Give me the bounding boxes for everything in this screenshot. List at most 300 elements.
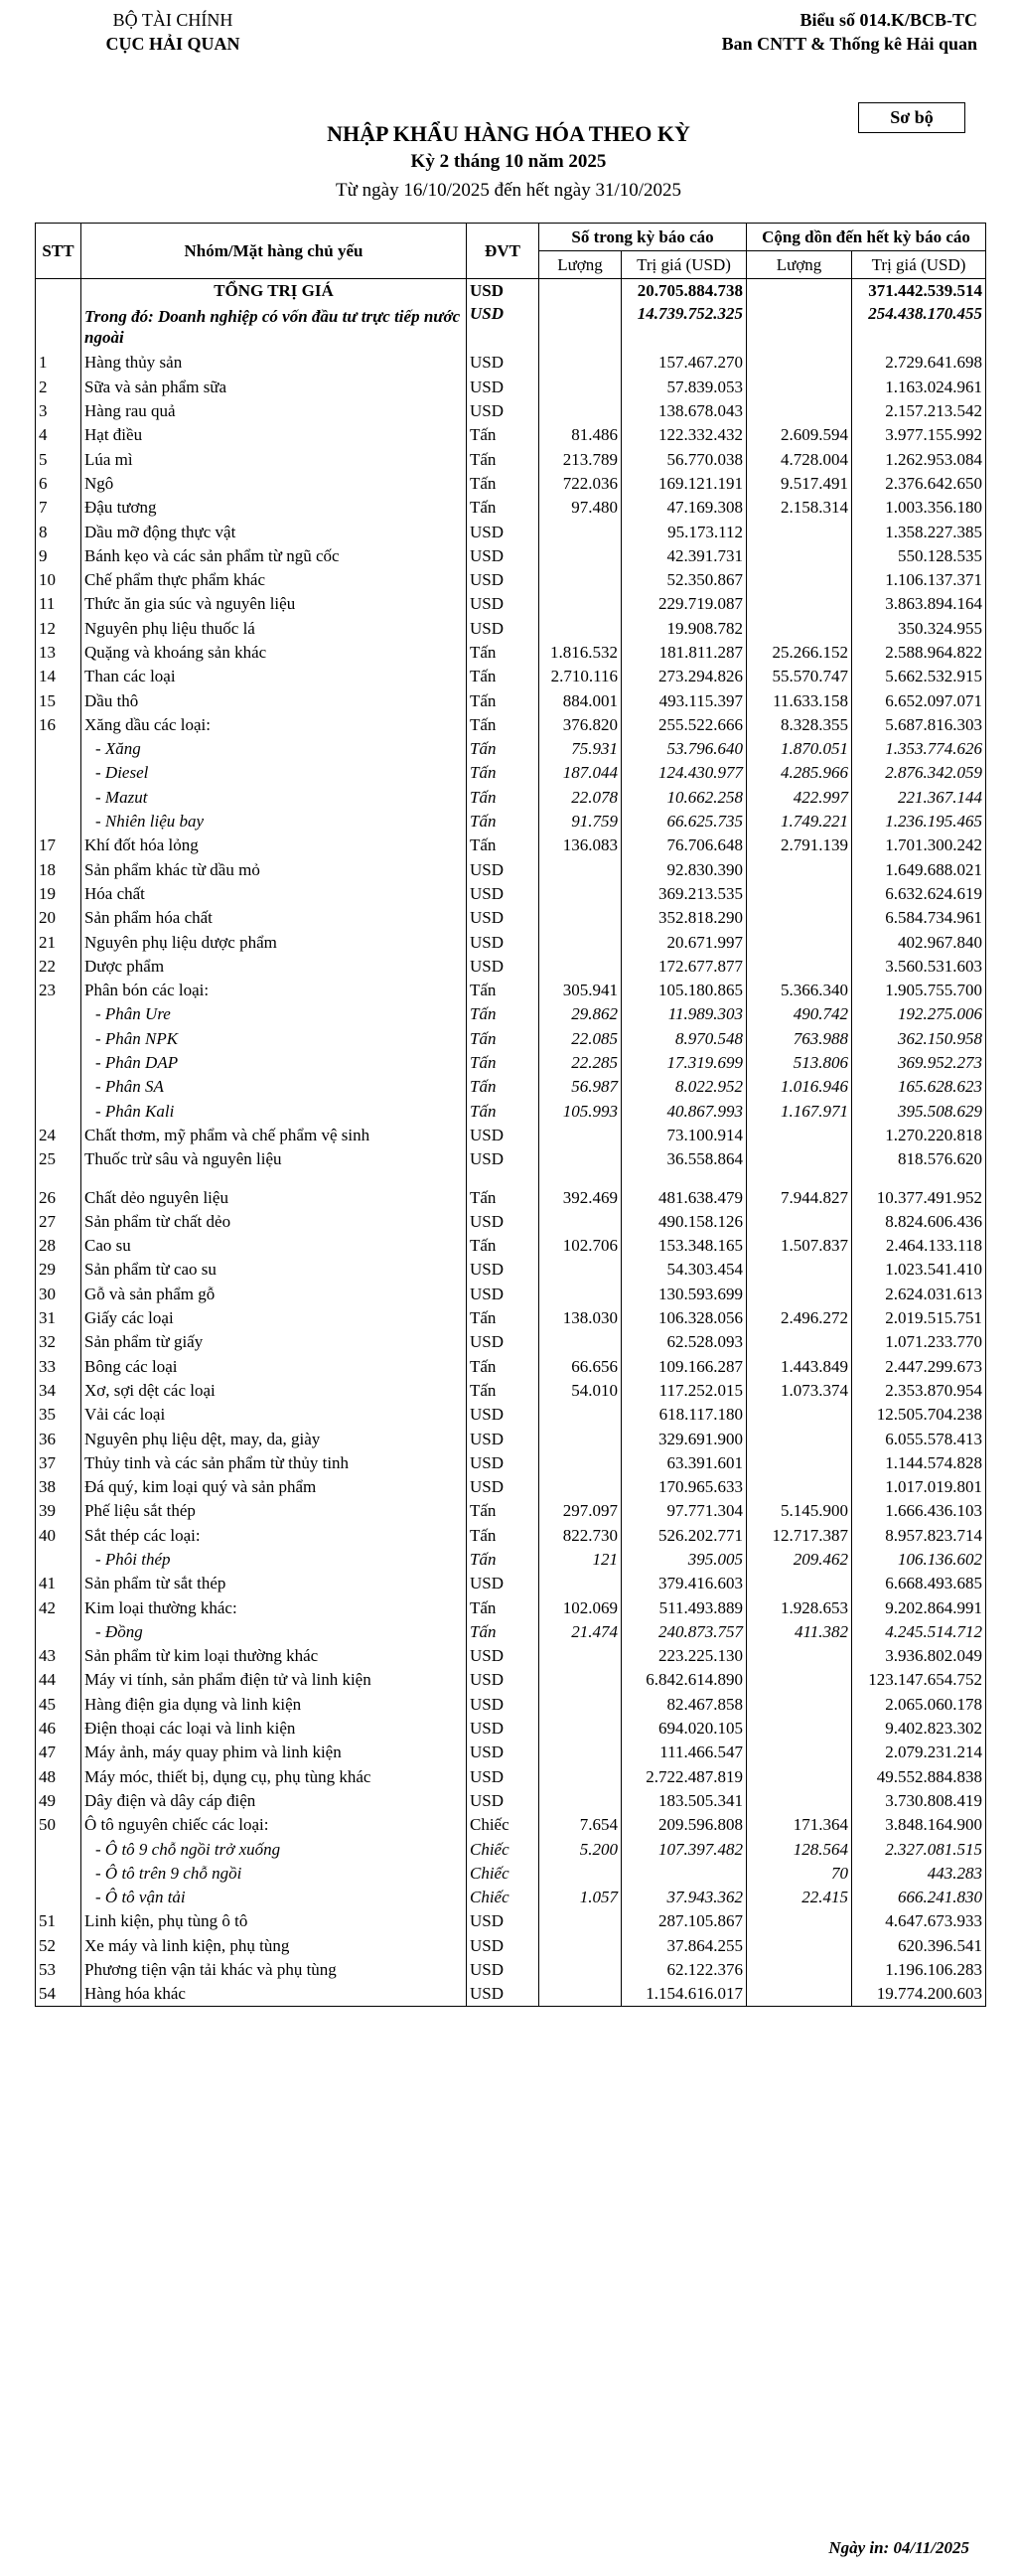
table-row bbox=[36, 979, 986, 1002]
cell-unit: Tấn bbox=[467, 1185, 539, 1209]
cell-cum-value: 9.202.864.991 bbox=[852, 1595, 986, 1619]
cell-name: Máy ảnh, máy quay phim và linh kiện bbox=[81, 1741, 467, 1764]
cell-qty: 54.010 bbox=[539, 1379, 622, 1403]
cell-stt: 6 bbox=[36, 472, 81, 496]
cell-cum-qty bbox=[747, 858, 852, 882]
cell-cum-value: 369.952.273 bbox=[852, 1051, 986, 1075]
cell-unit: Tấn bbox=[467, 1234, 539, 1258]
cell-cum-value: 6.668.493.685 bbox=[852, 1572, 986, 1595]
cell-cum-value: 192.275.006 bbox=[852, 1002, 986, 1026]
cell-stt: 26 bbox=[36, 1185, 81, 1209]
cell-cum-value: 221.367.144 bbox=[852, 786, 986, 810]
cell-name: Chất dẻo nguyên liệu bbox=[81, 1185, 467, 1209]
table-row bbox=[36, 544, 986, 568]
col-period-qty: Lượng bbox=[539, 251, 622, 279]
table-row bbox=[36, 688, 986, 712]
table-row bbox=[36, 568, 986, 592]
cell-value: 130.593.699 bbox=[622, 1283, 747, 1306]
fdi-value: 14.739.752.325 bbox=[622, 303, 747, 351]
cell-stt: 18 bbox=[36, 858, 81, 882]
cell-cum-qty: 1.928.653 bbox=[747, 1595, 852, 1619]
cell-value: 172.677.877 bbox=[622, 955, 747, 979]
cell-cum-qty: 513.806 bbox=[747, 1051, 852, 1075]
cell-value: 62.122.376 bbox=[622, 1958, 747, 1982]
cell-cum-value: 2.079.231.214 bbox=[852, 1741, 986, 1764]
cell-cum-qty: 2.496.272 bbox=[747, 1306, 852, 1330]
total-row bbox=[36, 279, 986, 304]
table-row bbox=[36, 1283, 986, 1306]
col-group: Nhóm/Mặt hàng chủ yếu bbox=[81, 224, 467, 279]
cell-stt: 21 bbox=[36, 930, 81, 954]
cell-stt: 54 bbox=[36, 1982, 81, 2007]
spacer-row bbox=[36, 1171, 986, 1185]
table-cell bbox=[852, 1171, 986, 1185]
cell-cum-value: 3.848.164.900 bbox=[852, 1813, 986, 1837]
cell-value: 56.770.038 bbox=[622, 447, 747, 471]
table-row bbox=[36, 1451, 986, 1475]
table-row bbox=[36, 1027, 986, 1051]
cell-unit: USD bbox=[467, 1741, 539, 1764]
cell-cum-value: 620.396.541 bbox=[852, 1934, 986, 1958]
cell-cum-value: 1.003.356.180 bbox=[852, 496, 986, 520]
cell-cum-qty: 2.158.314 bbox=[747, 496, 852, 520]
cell-name: - Diesel bbox=[81, 761, 467, 785]
cell-name: Đá quý, kim loại quý và sản phẩm bbox=[81, 1475, 467, 1499]
cell-qty: 722.036 bbox=[539, 472, 622, 496]
cell-cum-qty bbox=[747, 1909, 852, 1933]
table-row bbox=[36, 810, 986, 833]
cell-name: Vải các loại bbox=[81, 1403, 467, 1427]
cell-unit: USD bbox=[467, 1475, 539, 1499]
table-cell bbox=[36, 1171, 81, 1185]
cell-cum-value: 443.283 bbox=[852, 1862, 986, 1886]
table-row bbox=[36, 1475, 986, 1499]
table-row bbox=[36, 1548, 986, 1572]
cell-qty bbox=[539, 955, 622, 979]
ministry-name: BỘ TÀI CHÍNH bbox=[112, 10, 233, 30]
cell-qty bbox=[539, 1427, 622, 1450]
cell-value: 52.350.867 bbox=[622, 568, 747, 592]
cell-stt: 50 bbox=[36, 1813, 81, 1837]
cell-stt: 4 bbox=[36, 423, 81, 447]
cell-qty bbox=[539, 376, 622, 399]
cell-unit: Tấn bbox=[467, 1051, 539, 1075]
cell-unit: Tấn bbox=[467, 1499, 539, 1523]
cell-value: 36.558.864 bbox=[622, 1147, 747, 1171]
cell-stt bbox=[36, 1837, 81, 1861]
cell-name: Sắt thép các loại: bbox=[81, 1524, 467, 1548]
cell-name: Nguyên phụ liệu dệt, may, da, giày bbox=[81, 1427, 467, 1450]
cell-unit: USD bbox=[467, 1958, 539, 1982]
cell-stt: 51 bbox=[36, 1909, 81, 1933]
cell-cum-qty bbox=[747, 882, 852, 906]
cell-name: Than các loại bbox=[81, 665, 467, 688]
cell-value: 42.391.731 bbox=[622, 544, 747, 568]
cell-name: Sữa và sản phẩm sữa bbox=[81, 376, 467, 399]
cell-name: Dầu thô bbox=[81, 688, 467, 712]
cell-cum-value: 3.863.894.164 bbox=[852, 592, 986, 616]
cell-unit: Tấn bbox=[467, 688, 539, 712]
cell-value: 92.830.390 bbox=[622, 858, 747, 882]
cell-qty bbox=[539, 1934, 622, 1958]
cell-value: 6.842.614.890 bbox=[622, 1668, 747, 1692]
cell-unit: Tấn bbox=[467, 1002, 539, 1026]
cell-stt bbox=[36, 1051, 81, 1075]
cell-value: 82.467.858 bbox=[622, 1693, 747, 1717]
cell-cum-qty bbox=[747, 955, 852, 979]
cell-qty bbox=[539, 1451, 622, 1475]
cell-name: Thuốc trừ sâu và nguyên liệu bbox=[81, 1147, 467, 1171]
cell-name: Khí đốt hóa lỏng bbox=[81, 833, 467, 857]
cell-qty: 22.285 bbox=[539, 1051, 622, 1075]
cell-stt: 42 bbox=[36, 1595, 81, 1619]
cell-cum-value: 402.967.840 bbox=[852, 930, 986, 954]
table-row bbox=[36, 399, 986, 423]
table-row bbox=[36, 1524, 986, 1548]
cell-name: - Phân NPK bbox=[81, 1027, 467, 1051]
cell-unit: USD bbox=[467, 1934, 539, 1958]
cell-qty: 297.097 bbox=[539, 1499, 622, 1523]
cell-cum-value: 6.584.734.961 bbox=[852, 906, 986, 930]
table-row bbox=[36, 1147, 986, 1171]
cell-stt bbox=[36, 737, 81, 761]
cell-cum-value: 19.774.200.603 bbox=[852, 1982, 986, 2007]
cell-qty bbox=[539, 1668, 622, 1692]
cell-value: 255.522.666 bbox=[622, 713, 747, 737]
cell-stt: 7 bbox=[36, 496, 81, 520]
cell-unit: Tấn bbox=[467, 1595, 539, 1619]
cell-qty bbox=[539, 1403, 622, 1427]
cell-stt: 12 bbox=[36, 617, 81, 641]
cell-cum-qty: 1.507.837 bbox=[747, 1234, 852, 1258]
cell-cum-qty: 1.870.051 bbox=[747, 737, 852, 761]
cell-stt bbox=[36, 810, 81, 833]
cell-cum-qty bbox=[747, 1668, 852, 1692]
cell-qty bbox=[539, 1765, 622, 1789]
cell-name: Sản phẩm từ cao su bbox=[81, 1258, 467, 1282]
cell-unit: USD bbox=[467, 568, 539, 592]
cell-stt: 2 bbox=[36, 376, 81, 399]
cell-cum-qty bbox=[747, 1330, 852, 1354]
cell-name: - Ô tô 9 chỗ ngồi trở xuống bbox=[81, 1837, 467, 1861]
cell-value: 124.430.977 bbox=[622, 761, 747, 785]
cell-name: Sản phẩm từ chất dẻo bbox=[81, 1210, 467, 1234]
cell-name: Sản phẩm từ sắt thép bbox=[81, 1572, 467, 1595]
cell-unit: Tấn bbox=[467, 1548, 539, 1572]
cell-unit: Tấn bbox=[467, 979, 539, 1002]
table-cell bbox=[539, 303, 622, 351]
cell-qty bbox=[539, 520, 622, 543]
cell-name: Ô tô nguyên chiếc các loại: bbox=[81, 1813, 467, 1837]
cell-cum-qty: 411.382 bbox=[747, 1620, 852, 1644]
cell-unit: USD bbox=[467, 1717, 539, 1741]
cell-qty bbox=[539, 1741, 622, 1764]
cell-stt: 8 bbox=[36, 520, 81, 543]
cell-cum-value: 350.324.955 bbox=[852, 617, 986, 641]
table-row bbox=[36, 906, 986, 930]
cell-name: Đậu tương bbox=[81, 496, 467, 520]
cell-qty: 56.987 bbox=[539, 1075, 622, 1099]
cell-unit: USD bbox=[467, 930, 539, 954]
cell-cum-qty: 9.517.491 bbox=[747, 472, 852, 496]
cell-unit: Tấn bbox=[467, 810, 539, 833]
cell-unit: USD bbox=[467, 1124, 539, 1147]
cell-unit: USD bbox=[467, 1765, 539, 1789]
cell-qty: 29.862 bbox=[539, 1002, 622, 1026]
total-cum-value: 371.442.539.514 bbox=[852, 279, 986, 304]
cell-qty bbox=[539, 1958, 622, 1982]
cell-cum-value: 3.560.531.603 bbox=[852, 955, 986, 979]
cell-cum-value: 818.576.620 bbox=[852, 1147, 986, 1171]
cell-cum-value: 4.647.673.933 bbox=[852, 1909, 986, 1933]
cell-name: Phế liệu sắt thép bbox=[81, 1499, 467, 1523]
col-cum-value: Trị giá (USD) bbox=[852, 251, 986, 279]
cell-name: Hóa chất bbox=[81, 882, 467, 906]
table-row bbox=[36, 1982, 986, 2007]
cell-cum-value: 2.157.213.542 bbox=[852, 399, 986, 423]
cell-cum-qty bbox=[747, 1427, 852, 1450]
cell-qty bbox=[539, 1330, 622, 1354]
cell-qty: 5.200 bbox=[539, 1837, 622, 1861]
total-label: TỔNG TRỊ GIÁ bbox=[81, 279, 467, 304]
cell-cum-qty bbox=[747, 592, 852, 616]
cell-cum-qty bbox=[747, 1958, 852, 1982]
table-row bbox=[36, 1258, 986, 1282]
table-row bbox=[36, 1002, 986, 1026]
cell-stt: 34 bbox=[36, 1379, 81, 1403]
cell-unit: Tấn bbox=[467, 1075, 539, 1099]
cell-unit: USD bbox=[467, 1451, 539, 1475]
cell-value: 694.020.105 bbox=[622, 1717, 747, 1741]
cell-cum-qty bbox=[747, 1572, 852, 1595]
fdi-cum-value: 254.438.170.455 bbox=[852, 303, 986, 351]
cell-cum-value: 1.353.774.626 bbox=[852, 737, 986, 761]
cell-name: Dược phẩm bbox=[81, 955, 467, 979]
cell-stt: 40 bbox=[36, 1524, 81, 1548]
table-row bbox=[36, 1185, 986, 1209]
cell-unit: Tấn bbox=[467, 1027, 539, 1051]
cell-cum-qty: 1.443.849 bbox=[747, 1354, 852, 1378]
cell-name: - Phân Ure bbox=[81, 1002, 467, 1026]
cell-value: 223.225.130 bbox=[622, 1644, 747, 1668]
cell-stt: 20 bbox=[36, 906, 81, 930]
cell-unit: Tấn bbox=[467, 665, 539, 688]
table-row bbox=[36, 1306, 986, 1330]
cell-name: - Ô tô vận tải bbox=[81, 1886, 467, 1909]
cell-unit: USD bbox=[467, 1283, 539, 1306]
cell-name: Bánh kẹo và các sản phẩm từ ngũ cốc bbox=[81, 544, 467, 568]
cell-name: Điện thoại các loại và linh kiện bbox=[81, 1717, 467, 1741]
cell-stt: 32 bbox=[36, 1330, 81, 1354]
cell-stt: 1 bbox=[36, 351, 81, 375]
cell-unit: Tấn bbox=[467, 472, 539, 496]
table-cell bbox=[81, 1171, 467, 1185]
cell-cum-qty: 22.415 bbox=[747, 1886, 852, 1909]
table-row bbox=[36, 1909, 986, 1933]
cell-name: Nguyên phụ liệu thuốc lá bbox=[81, 617, 467, 641]
table-row bbox=[36, 1100, 986, 1124]
cell-unit: Tấn bbox=[467, 1306, 539, 1330]
cell-value: 122.332.432 bbox=[622, 423, 747, 447]
table-cell bbox=[539, 1171, 622, 1185]
fdi-unit: USD bbox=[467, 303, 539, 351]
table-row bbox=[36, 1234, 986, 1258]
cell-value: 76.706.648 bbox=[622, 833, 747, 857]
cell-value bbox=[622, 1862, 747, 1886]
cell-qty bbox=[539, 617, 622, 641]
cell-cum-qty: 8.328.355 bbox=[747, 713, 852, 737]
cell-qty: 305.941 bbox=[539, 979, 622, 1002]
table-row bbox=[36, 955, 986, 979]
cell-name: Xe máy và linh kiện, phụ tùng bbox=[81, 1934, 467, 1958]
cell-qty: 187.044 bbox=[539, 761, 622, 785]
cell-cum-qty: 70 bbox=[747, 1862, 852, 1886]
cell-qty: 392.469 bbox=[539, 1185, 622, 1209]
cell-value: 8.022.952 bbox=[622, 1075, 747, 1099]
cell-name: Ngô bbox=[81, 472, 467, 496]
table-row bbox=[36, 1354, 986, 1378]
table-row bbox=[36, 713, 986, 737]
cell-qty: 97.480 bbox=[539, 496, 622, 520]
cell-cum-value: 1.358.227.385 bbox=[852, 520, 986, 543]
cell-unit: USD bbox=[467, 906, 539, 930]
cell-value: 352.818.290 bbox=[622, 906, 747, 930]
cell-cum-value: 1.649.688.021 bbox=[852, 858, 986, 882]
cell-cum-qty: 422.997 bbox=[747, 786, 852, 810]
cell-cum-qty bbox=[747, 1403, 852, 1427]
cell-stt: 38 bbox=[36, 1475, 81, 1499]
org-header bbox=[54, 8, 292, 56]
cell-unit: USD bbox=[467, 1572, 539, 1595]
table-cell bbox=[622, 1171, 747, 1185]
cell-cum-qty bbox=[747, 1765, 852, 1789]
cell-qty: 22.078 bbox=[539, 786, 622, 810]
cell-qty bbox=[539, 906, 622, 930]
cell-qty bbox=[539, 351, 622, 375]
table-row bbox=[36, 1958, 986, 1982]
col-cumulative: Cộng dồn đến hết kỳ báo cáo bbox=[747, 224, 986, 251]
table-row bbox=[36, 1572, 986, 1595]
col-stt: STT bbox=[36, 224, 81, 279]
cell-stt bbox=[36, 1862, 81, 1886]
cell-cum-qty bbox=[747, 1717, 852, 1741]
cell-unit: USD bbox=[467, 1909, 539, 1933]
cell-unit: Tấn bbox=[467, 1620, 539, 1644]
table-row bbox=[36, 1644, 986, 1668]
cell-value: 53.796.640 bbox=[622, 737, 747, 761]
cell-value: 493.115.397 bbox=[622, 688, 747, 712]
cell-cum-value: 6.632.624.619 bbox=[852, 882, 986, 906]
cell-cum-value: 6.055.578.413 bbox=[852, 1427, 986, 1450]
cell-qty bbox=[539, 882, 622, 906]
cell-stt: 45 bbox=[36, 1693, 81, 1717]
cell-cum-qty: 763.988 bbox=[747, 1027, 852, 1051]
cell-value: 181.811.287 bbox=[622, 641, 747, 665]
total-value: 20.705.884.738 bbox=[622, 279, 747, 304]
table-row bbox=[36, 1741, 986, 1764]
cell-cum-qty bbox=[747, 1147, 852, 1171]
cell-name: Dầu mỡ động thực vật bbox=[81, 520, 467, 543]
cell-stt: 28 bbox=[36, 1234, 81, 1258]
cell-qty bbox=[539, 1693, 622, 1717]
cell-qty bbox=[539, 1147, 622, 1171]
cell-qty: 22.085 bbox=[539, 1027, 622, 1051]
table-row bbox=[36, 930, 986, 954]
cell-name: Linh kiện, phụ tùng ô tô bbox=[81, 1909, 467, 1933]
cell-cum-qty bbox=[747, 520, 852, 543]
cell-value: 10.662.258 bbox=[622, 786, 747, 810]
cell-value: 106.328.056 bbox=[622, 1306, 747, 1330]
issuing-unit: Ban CNTT & Thống kê Hải quan bbox=[721, 34, 977, 54]
cell-cum-value: 1.163.024.961 bbox=[852, 376, 986, 399]
cell-qty bbox=[539, 1862, 622, 1886]
cell-stt: 47 bbox=[36, 1741, 81, 1764]
table-row bbox=[36, 1693, 986, 1717]
table-row bbox=[36, 1934, 986, 1958]
cell-unit: USD bbox=[467, 1210, 539, 1234]
cell-cum-qty: 55.570.747 bbox=[747, 665, 852, 688]
table-row bbox=[36, 351, 986, 375]
cell-name: Hàng rau quả bbox=[81, 399, 467, 423]
cell-unit: USD bbox=[467, 858, 539, 882]
cell-value: 481.638.479 bbox=[622, 1185, 747, 1209]
table-row bbox=[36, 1765, 986, 1789]
cell-unit: USD bbox=[467, 1147, 539, 1171]
cell-name: Sản phẩm hóa chất bbox=[81, 906, 467, 930]
cell-stt: 29 bbox=[36, 1258, 81, 1282]
cell-unit: USD bbox=[467, 1693, 539, 1717]
cell-value: 240.873.757 bbox=[622, 1620, 747, 1644]
cell-cum-qty: 209.462 bbox=[747, 1548, 852, 1572]
cell-cum-value: 2.353.870.954 bbox=[852, 1379, 986, 1403]
table-row bbox=[36, 737, 986, 761]
cell-name: Bông các loại bbox=[81, 1354, 467, 1378]
cell-value: 95.173.112 bbox=[622, 520, 747, 543]
cell-cum-qty: 1.749.221 bbox=[747, 810, 852, 833]
cell-name: Sản phẩm từ kim loại thường khác bbox=[81, 1644, 467, 1668]
table-row bbox=[36, 786, 986, 810]
cell-cum-qty bbox=[747, 1475, 852, 1499]
cell-value: 63.391.601 bbox=[622, 1451, 747, 1475]
date-range: Từ ngày 16/10/2025 đến hết ngày 31/10/2025 bbox=[335, 180, 682, 201]
cell-cum-value: 2.588.964.822 bbox=[852, 641, 986, 665]
cell-value: 490.158.126 bbox=[622, 1210, 747, 1234]
table-row bbox=[36, 496, 986, 520]
cell-qty bbox=[539, 1124, 622, 1147]
cell-qty: 81.486 bbox=[539, 423, 622, 447]
table-row bbox=[36, 761, 986, 785]
cell-unit: USD bbox=[467, 1982, 539, 2007]
cell-qty bbox=[539, 544, 622, 568]
cell-name: - Phôi thép bbox=[81, 1548, 467, 1572]
cell-cum-value: 3.936.802.049 bbox=[852, 1644, 986, 1668]
cell-stt: 39 bbox=[36, 1499, 81, 1523]
cell-unit: Chiếc bbox=[467, 1886, 539, 1909]
cell-cum-qty bbox=[747, 351, 852, 375]
cell-value: 395.005 bbox=[622, 1548, 747, 1572]
table-row bbox=[36, 1051, 986, 1075]
cell-cum-qty bbox=[747, 1124, 852, 1147]
table-row bbox=[36, 592, 986, 616]
cell-unit: USD bbox=[467, 882, 539, 906]
cell-cum-qty bbox=[747, 1451, 852, 1475]
cell-cum-value: 666.241.830 bbox=[852, 1886, 986, 1909]
cell-cum-qty bbox=[747, 1934, 852, 1958]
cell-cum-value: 2.876.342.059 bbox=[852, 761, 986, 785]
cell-unit: USD bbox=[467, 1668, 539, 1692]
cell-stt bbox=[36, 1075, 81, 1099]
table-cell bbox=[36, 279, 81, 304]
